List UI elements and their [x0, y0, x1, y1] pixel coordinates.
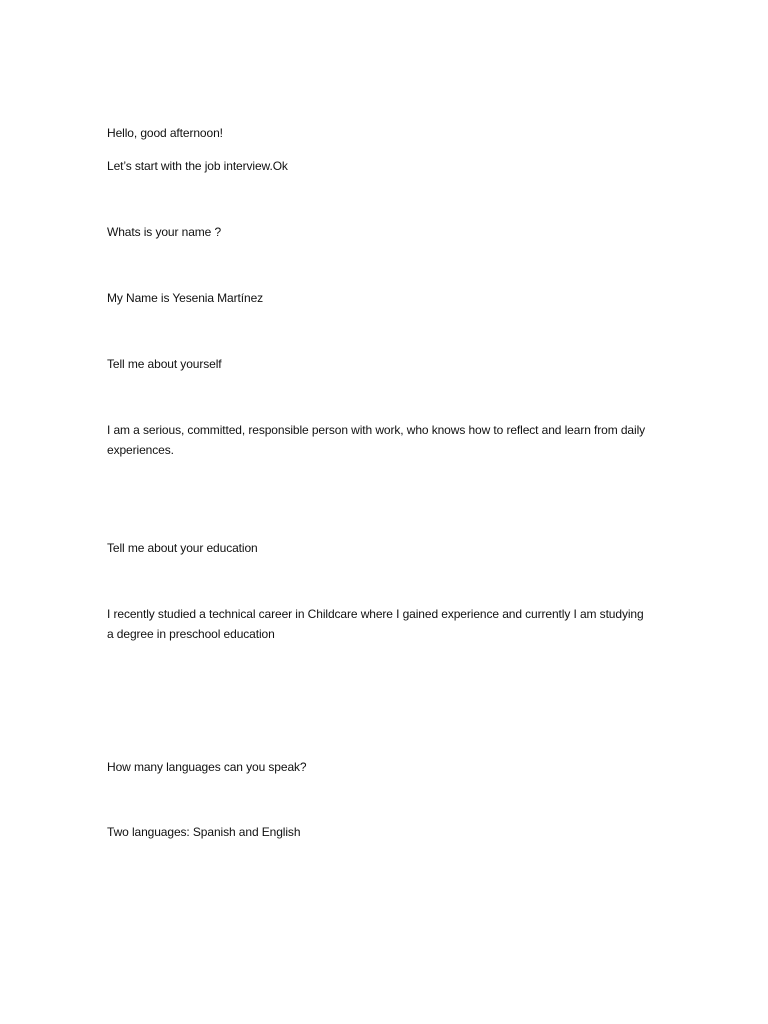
education-answer: I recently studied a technical career in Childcare where I gained experience and currently I am studying a degree in preschool education — [107, 607, 644, 641]
interview-start-text: Let’s start with the job interview.Ok — [107, 159, 288, 173]
name-answer: My Name is Yesenia Martínez — [107, 291, 264, 305]
about-question: Tell me about yourself — [107, 357, 222, 371]
languages-answer: Two languages: Spanish and English — [107, 825, 301, 839]
about-answer: I am a serious, committed, responsible person with work, who knows how to reflect and learn from daily experiences. — [107, 423, 646, 457]
education-question: Tell me about your education — [107, 541, 258, 555]
languages-question: How many languages can you speak? — [107, 760, 307, 774]
name-question: Whats is your name ? — [107, 225, 222, 239]
greeting-text: Hello, good afternoon! — [107, 126, 223, 140]
